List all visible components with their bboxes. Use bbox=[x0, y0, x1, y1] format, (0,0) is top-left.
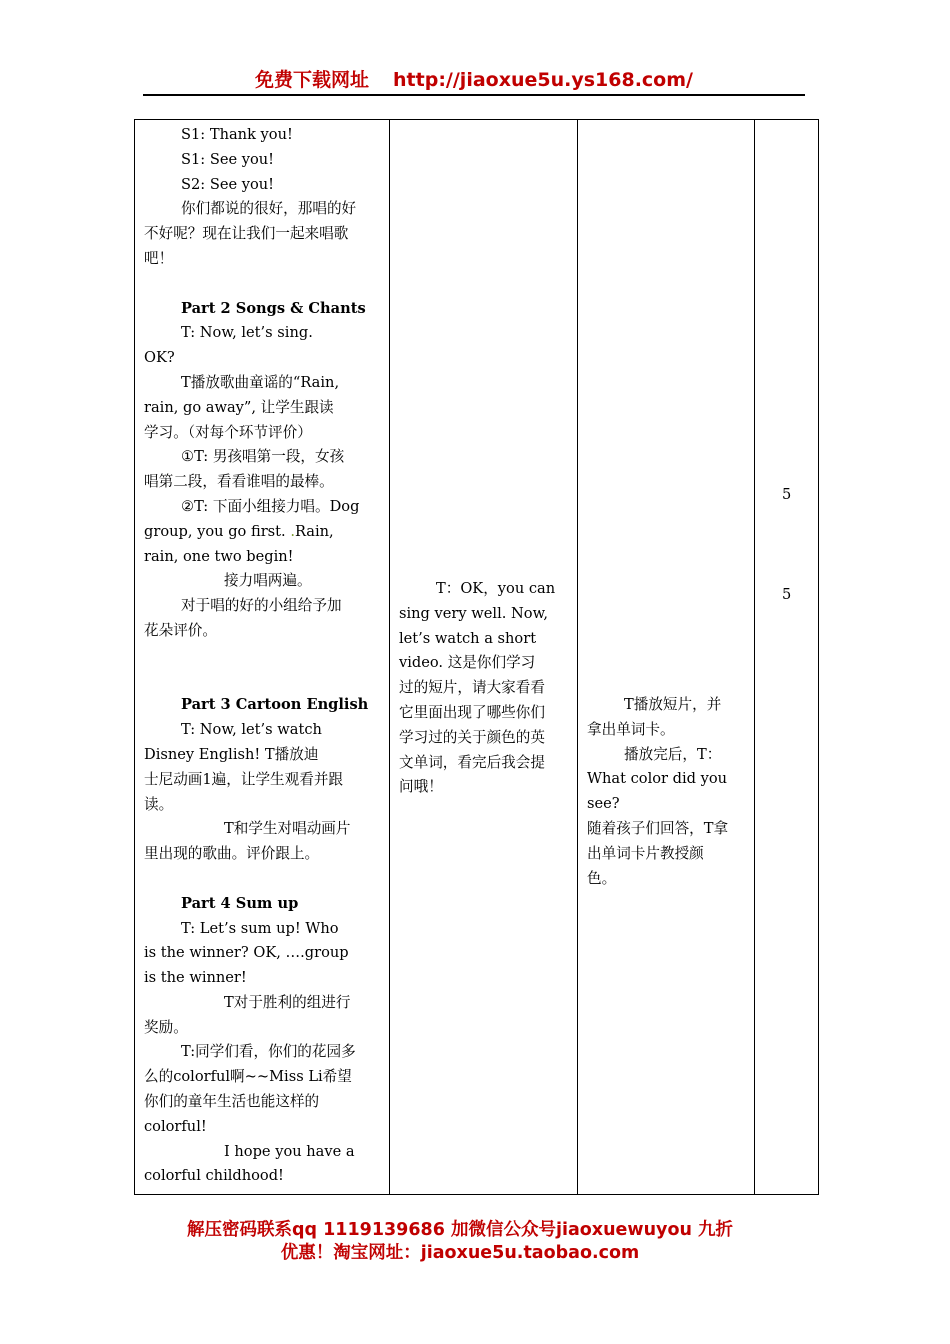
text-line: 接力唱两遍。 bbox=[224, 572, 312, 590]
text-line: 过的短片，请大家看看 bbox=[399, 679, 545, 697]
text-line: 读。 bbox=[144, 795, 174, 813]
text-line: sing very well. Now, bbox=[399, 604, 548, 622]
text-line: 随着孩子们回答，T拿 bbox=[587, 819, 729, 837]
text-line: video. 这是你们学习 bbox=[399, 654, 536, 672]
page-header bbox=[143, 66, 805, 96]
text-line: 问哦！ bbox=[399, 778, 443, 796]
text-line: see? bbox=[587, 795, 620, 813]
teaching-process-cell bbox=[135, 120, 390, 1195]
text-line: let’s watch a short bbox=[399, 629, 537, 647]
text-line: 么的colorful啊~~Miss Li希望 bbox=[144, 1068, 352, 1086]
text-line: T播放歌曲童谣的“Rain, bbox=[181, 373, 340, 391]
teacher-activity-cell bbox=[390, 120, 578, 1195]
text-line: T和学生对唱动画片 bbox=[224, 820, 351, 838]
text-line: T对于胜利的组进行 bbox=[224, 993, 351, 1011]
text-line: 学习。（对每个环节评价） bbox=[144, 423, 312, 441]
text-line: T:同学们看，你们的花园多 bbox=[181, 1043, 356, 1061]
text-line: 播放完后，T： bbox=[624, 745, 722, 763]
text-line: 对于唱的好的小组给予加 bbox=[181, 597, 342, 615]
footer-line-1: 解压密码联系qq 1119139686 加微信公众号jiaoxuewuyou 九折 bbox=[186, 1220, 734, 1240]
time-cell bbox=[755, 120, 819, 1195]
part-3-heading: Part 3 Cartoon English bbox=[181, 696, 369, 714]
text-line: 文单词，看完后我会提 bbox=[399, 753, 545, 771]
header-label: 免费下载网址 bbox=[255, 69, 370, 91]
dialog-line: S1: Thank you! bbox=[181, 126, 293, 143]
text-line: 拿出单词卡。 bbox=[587, 720, 675, 738]
time-value: 5 bbox=[782, 586, 792, 603]
student-activity-cell bbox=[578, 120, 755, 1195]
lesson-table bbox=[134, 119, 819, 1195]
dialog-line: S2: See you! bbox=[181, 175, 275, 193]
text-line: 出单词卡片教授颜 bbox=[587, 844, 704, 862]
text-line: I hope you have a bbox=[224, 1142, 355, 1160]
text-line: 士尼动画1遍，让学生观看并跟 bbox=[144, 770, 344, 788]
text-line: 它里面出现了哪些你们 bbox=[399, 703, 545, 721]
text-line: T: Now, let’s sing. bbox=[181, 324, 313, 342]
page-footer bbox=[130, 1219, 790, 1265]
text-line: T播放短片，并 bbox=[624, 696, 722, 713]
dialog-line: S1: See you! bbox=[181, 150, 275, 168]
text-line: group, you go first. .Rain, bbox=[144, 522, 334, 540]
text-line: OK? bbox=[144, 349, 175, 367]
text-line: 花朵评价。 bbox=[144, 621, 217, 639]
header-url[interactable]: http://jiaoxue5u.ys168.com/ bbox=[393, 69, 693, 91]
text-line: is the winner! bbox=[144, 969, 247, 987]
footer-line-2: 优惠！淘宝网址：jiaoxue5u.taobao.com bbox=[280, 1243, 640, 1263]
text-line: 你们都说的很好，那唱的好 bbox=[181, 200, 357, 218]
text-line: 吧！ bbox=[144, 249, 174, 267]
text-line: What color did you bbox=[587, 770, 728, 788]
text-line: T: Let’s sum up! Who bbox=[181, 919, 339, 937]
text-line: colorful! bbox=[144, 1117, 207, 1135]
part-4-heading: Part 4 Sum up bbox=[181, 894, 299, 912]
text-line: 里出现的歌曲。评价跟上。 bbox=[144, 845, 320, 863]
text-line: 色。 bbox=[587, 869, 617, 887]
text-line: rain, one two begin! bbox=[144, 547, 294, 565]
text-line: T: Now, let’s watch bbox=[181, 721, 322, 739]
text-line: 唱第二段，看看谁唱的最棒。 bbox=[144, 473, 334, 491]
part-2-heading: Part 2 Songs & Chants bbox=[181, 299, 366, 317]
text-line: rain, go away”, 让学生跟读 bbox=[144, 398, 334, 416]
text-line: is the winner? OK, ….group bbox=[144, 944, 349, 962]
text-line: 你们的童年生活也能这样的 bbox=[144, 1093, 320, 1111]
text-line: 学习过的关于颜色的英 bbox=[399, 728, 545, 746]
text-line: 不好呢？现在让我们一起来唱歌 bbox=[144, 225, 349, 243]
text-line: colorful childhood! bbox=[144, 1167, 284, 1185]
text-line: 奖励。 bbox=[144, 1018, 188, 1036]
time-value: 5 bbox=[782, 486, 792, 503]
text-line: ②T: 下面小组接力唱。Dog bbox=[181, 497, 360, 515]
text-line: Disney English! T播放迪 bbox=[144, 745, 319, 763]
text-line: ①T: 男孩唱第一段，女孩 bbox=[181, 448, 345, 466]
text-line: T：OK，you can bbox=[436, 580, 556, 597]
